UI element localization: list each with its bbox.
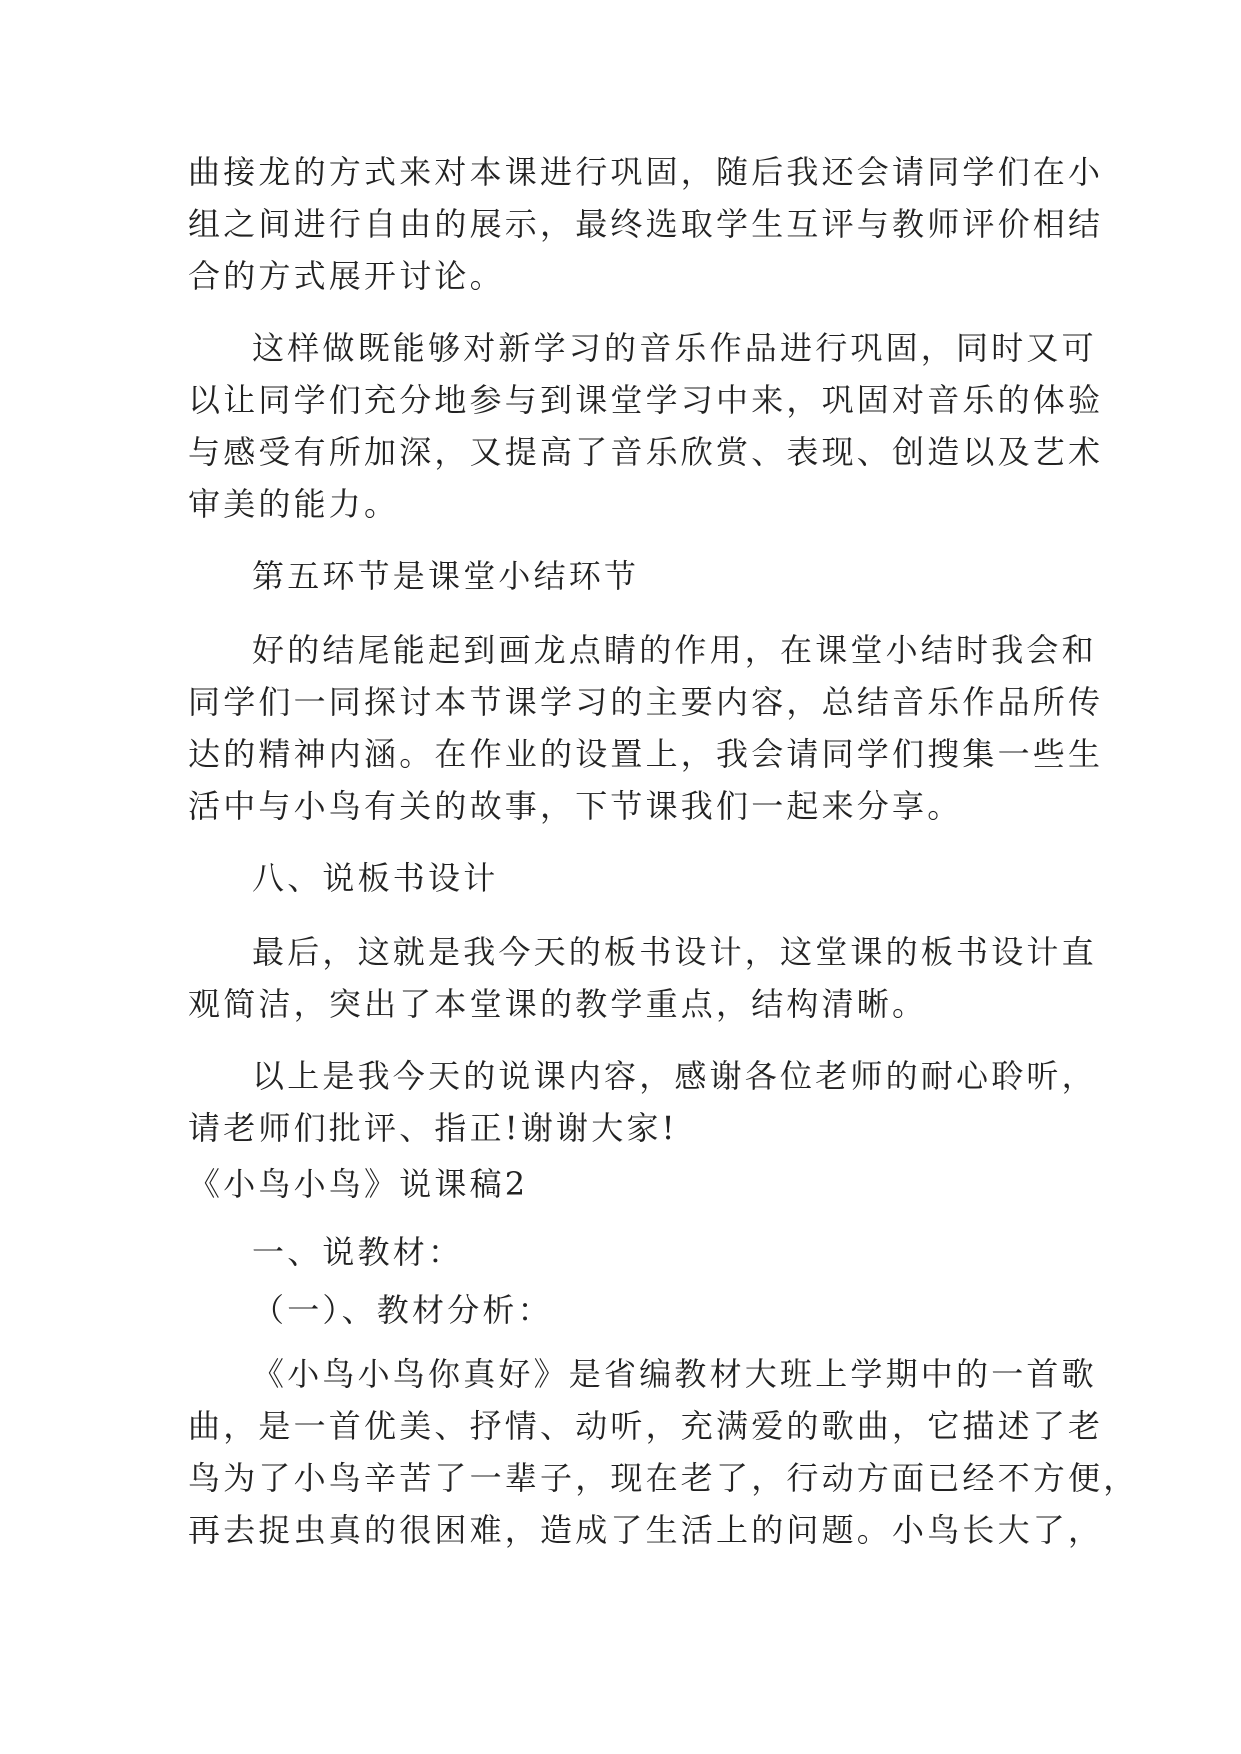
section-heading: 第五环节是课堂小结环节 <box>252 557 640 595</box>
text-line: 请老师们批评、指正!谢谢大家! <box>188 1109 678 1147</box>
section-heading: 八、说板书设计 <box>252 859 499 897</box>
text-line: 合的方式展开讨论。 <box>188 257 505 295</box>
text-line: 以上是我今天的说课内容，感谢各位老师的耐心聆听， <box>252 1057 1097 1095</box>
document-title: 《小鸟小鸟》说课稿2 <box>188 1165 529 1203</box>
text-line: 曲接龙的方式来对本课进行巩固，随后我还会请同学们在小 <box>188 153 1104 191</box>
section-heading: 一、说教材： <box>252 1233 464 1271</box>
text-line: 审美的能力。 <box>188 485 400 523</box>
text-line: 观简洁，突出了本堂课的教学重点，结构清晰。 <box>188 985 928 1023</box>
text-line: 鸟为了小鸟辛苦了一辈子，现在老了，行动方面已经不方便， <box>188 1459 1139 1497</box>
text-line: 这样做既能够对新学习的音乐作品进行巩固，同时又可 <box>252 329 1097 367</box>
text-line: 活中与小鸟有关的故事，下节课我们一起来分享。 <box>188 787 963 825</box>
text-line: 曲，是一首优美、抒情、动听，充满爱的歌曲，它描述了老 <box>188 1407 1104 1445</box>
text-line: 再去捉虫真的很困难，造成了生活上的问题。小鸟长大了， <box>188 1511 1104 1549</box>
subsection-heading: （一）、教材分析： <box>252 1291 553 1329</box>
text-line: 达的精神内涵。在作业的设置上，我会请同学们搜集一些生 <box>188 735 1104 773</box>
text-line: 组之间进行自由的展示，最终选取学生互评与教师评价相结 <box>188 205 1104 243</box>
text-line: 《小鸟小鸟你真好》是省编教材大班上学期中的一首歌 <box>252 1355 1097 1393</box>
text-line: 同学们一同探讨本节课学习的主要内容，总结音乐作品所传 <box>188 683 1104 721</box>
text-line: 与感受有所加深，又提高了音乐欣赏、表现、创造以及艺术 <box>188 433 1104 471</box>
text-line: 以让同学们充分地参与到课堂学习中来，巩固对音乐的体验 <box>188 381 1104 419</box>
text-line: 最后，这就是我今天的板书设计，这堂课的板书设计直 <box>252 933 1097 971</box>
text-line: 好的结尾能起到画龙点睛的作用，在课堂小结时我会和 <box>252 631 1097 669</box>
